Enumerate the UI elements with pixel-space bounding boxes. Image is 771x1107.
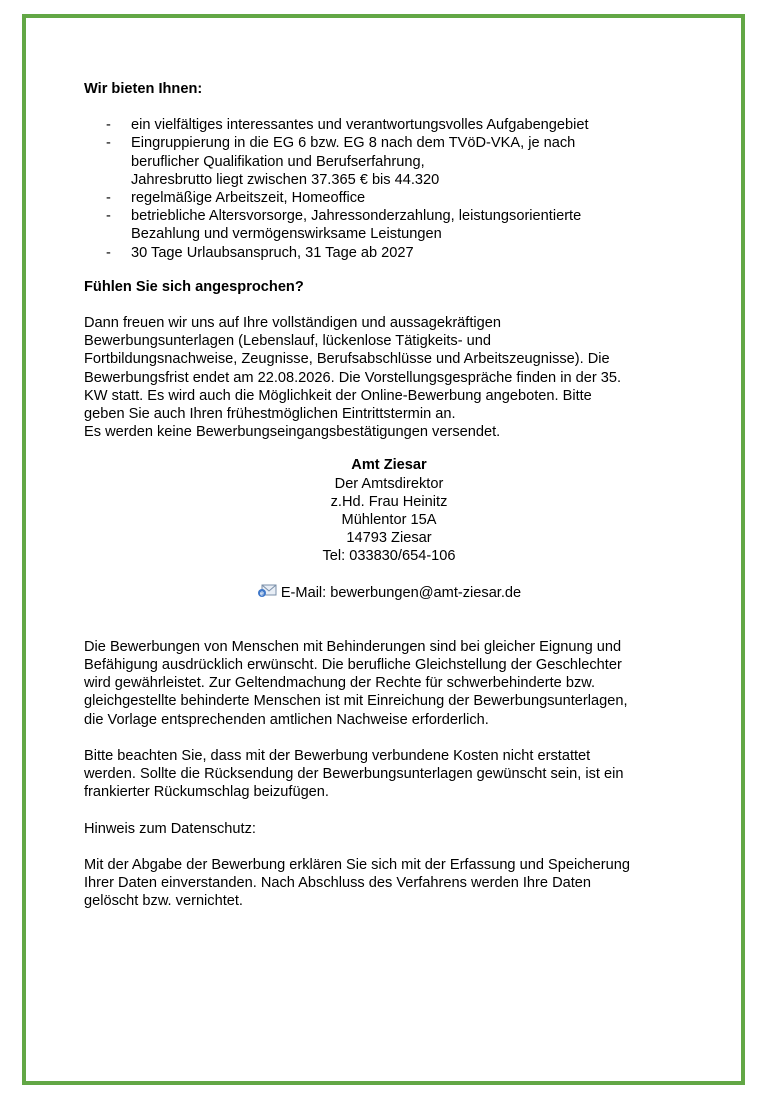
paragraph-line: KW statt. Es wird auch die Möglichkeit der Online-Bewerbung angeboten. Bitte	[84, 387, 592, 404]
disability-paragraph	[84, 638, 694, 729]
office-city: 14793 Ziesar	[346, 530, 432, 547]
offer-item	[84, 134, 694, 189]
offer-item-line: Eingruppierung in die EG 6 bzw. EG 8 nach dem TVöD-VKA, je nach	[131, 135, 576, 152]
bullet-dash: -	[106, 135, 111, 152]
paragraph-line: werden. Sollte die Rücksendung der Bewerbungsunterlagen gewünscht sein, ist ein	[84, 766, 624, 783]
email-row	[84, 584, 694, 602]
office-street: Mühlentor 15A	[341, 512, 437, 529]
apply-heading: Fühlen Sie sich angesprochen?	[84, 278, 304, 295]
offer-item-line: Jahresbrutto liegt zwischen 37.365 € bis 44.320	[131, 171, 440, 188]
paragraph-line: geben Sie auch Ihren frühestmöglichen Eintrittstermin an.	[84, 406, 456, 423]
offer-item-text: 30 Tage Urlaubsanspruch, 31 Tage ab 2027	[131, 244, 414, 261]
offer-item-text: ein vielfältiges interessantes und verantwortungsvolles Aufgabengebiet	[131, 117, 589, 134]
costs-paragraph	[84, 747, 694, 802]
office-attention: z.Hd. Frau Heinitz	[330, 493, 448, 510]
privacy-heading: Hinweis zum Datenschutz:	[84, 820, 256, 837]
office-phone: Tel: 033830/654-106	[322, 548, 456, 565]
offer-list	[84, 116, 694, 262]
paragraph-line: Befähigung ausdrücklich erwünscht. Die berufliche Gleichstellung der Geschlechter	[84, 657, 622, 674]
paragraph-line: Mit der Abgabe der Bewerbung erklären Sie sich mit der Erfassung und Speicherung	[84, 856, 630, 873]
offer-item	[84, 116, 694, 134]
privacy-paragraph	[84, 856, 694, 911]
paragraph-line: frankierter Rückumschlag beizufügen.	[84, 784, 329, 801]
offer-item-line: beruflicher Qualifikation und Berufserfahrung,	[131, 153, 425, 170]
office-title: Der Amtsdirektor	[334, 475, 444, 492]
paragraph-line: Fortbildungsnachweise, Zeugnisse, Berufsabschlüsse und Arbeitszeugnisse). Die	[84, 351, 610, 368]
offer-item	[84, 244, 694, 262]
paragraph-line: Ihrer Daten einverstanden. Nach Abschluss des Verfahrens werden Ihre Daten	[84, 874, 592, 891]
email-link[interactable]: E-Mail: bewerbungen@amt-ziesar.de	[280, 584, 522, 601]
offer-item-text: regelmäßige Arbeitszeit, Homeoffice	[131, 190, 366, 207]
bullet-dash: -	[106, 244, 111, 261]
paragraph-line: Dann freuen wir uns auf Ihre vollständigen und aussagekräftigen	[84, 315, 501, 332]
paragraph-line: Es werden keine Bewerbungseingangsbestätigungen versendet.	[84, 424, 501, 441]
paragraph-line: gelöscht bzw. vernichtet.	[84, 893, 243, 910]
bullet-dash: -	[106, 190, 111, 207]
paragraph-line: Bewerbungsunterlagen (Lebenslauf, lückenlose Tätigkeits- und	[84, 333, 491, 350]
offer-item-line: betriebliche Altersvorsorge, Jahressonderzahlung, leistungsorientierte	[131, 208, 582, 225]
svg-text:e: e	[259, 590, 264, 598]
offer-item	[84, 189, 694, 207]
apply-paragraph	[84, 314, 694, 441]
offer-heading: Wir bieten Ihnen:	[84, 81, 203, 97]
email-icon	[257, 584, 277, 598]
paragraph-line: wird gewährleistet. Zur Geltendmachung der Rechte für schwerbehinderte bzw.	[84, 675, 596, 692]
paragraph-line: Bewerbungsfrist endet am 22.08.2026. Die Vorstellungsgespräche finden in der 35.	[84, 369, 622, 386]
bullet-dash: -	[106, 208, 111, 225]
offer-item	[84, 207, 694, 243]
paragraph-line: Bitte beachten Sie, dass mit der Bewerbung verbundene Kosten nicht erstattet	[84, 747, 591, 764]
document-body	[84, 80, 694, 910]
offer-item-line: Bezahlung und vermögenswirksame Leistungen	[131, 226, 442, 243]
paragraph-line: gleichgestellte behinderte Menschen ist mit Einreichung der Bewerbungsunterlagen,	[84, 693, 628, 710]
paragraph-line: Die Bewerbungen von Menschen mit Behinderungen sind bei gleicher Eignung und	[84, 638, 622, 655]
office-name: Amt Ziesar	[351, 457, 427, 474]
contact-address	[84, 456, 694, 565]
paragraph-line: die Vorlage entsprechenden amtlichen Nachweise erforderlich.	[84, 711, 489, 728]
bullet-dash: -	[106, 117, 111, 134]
